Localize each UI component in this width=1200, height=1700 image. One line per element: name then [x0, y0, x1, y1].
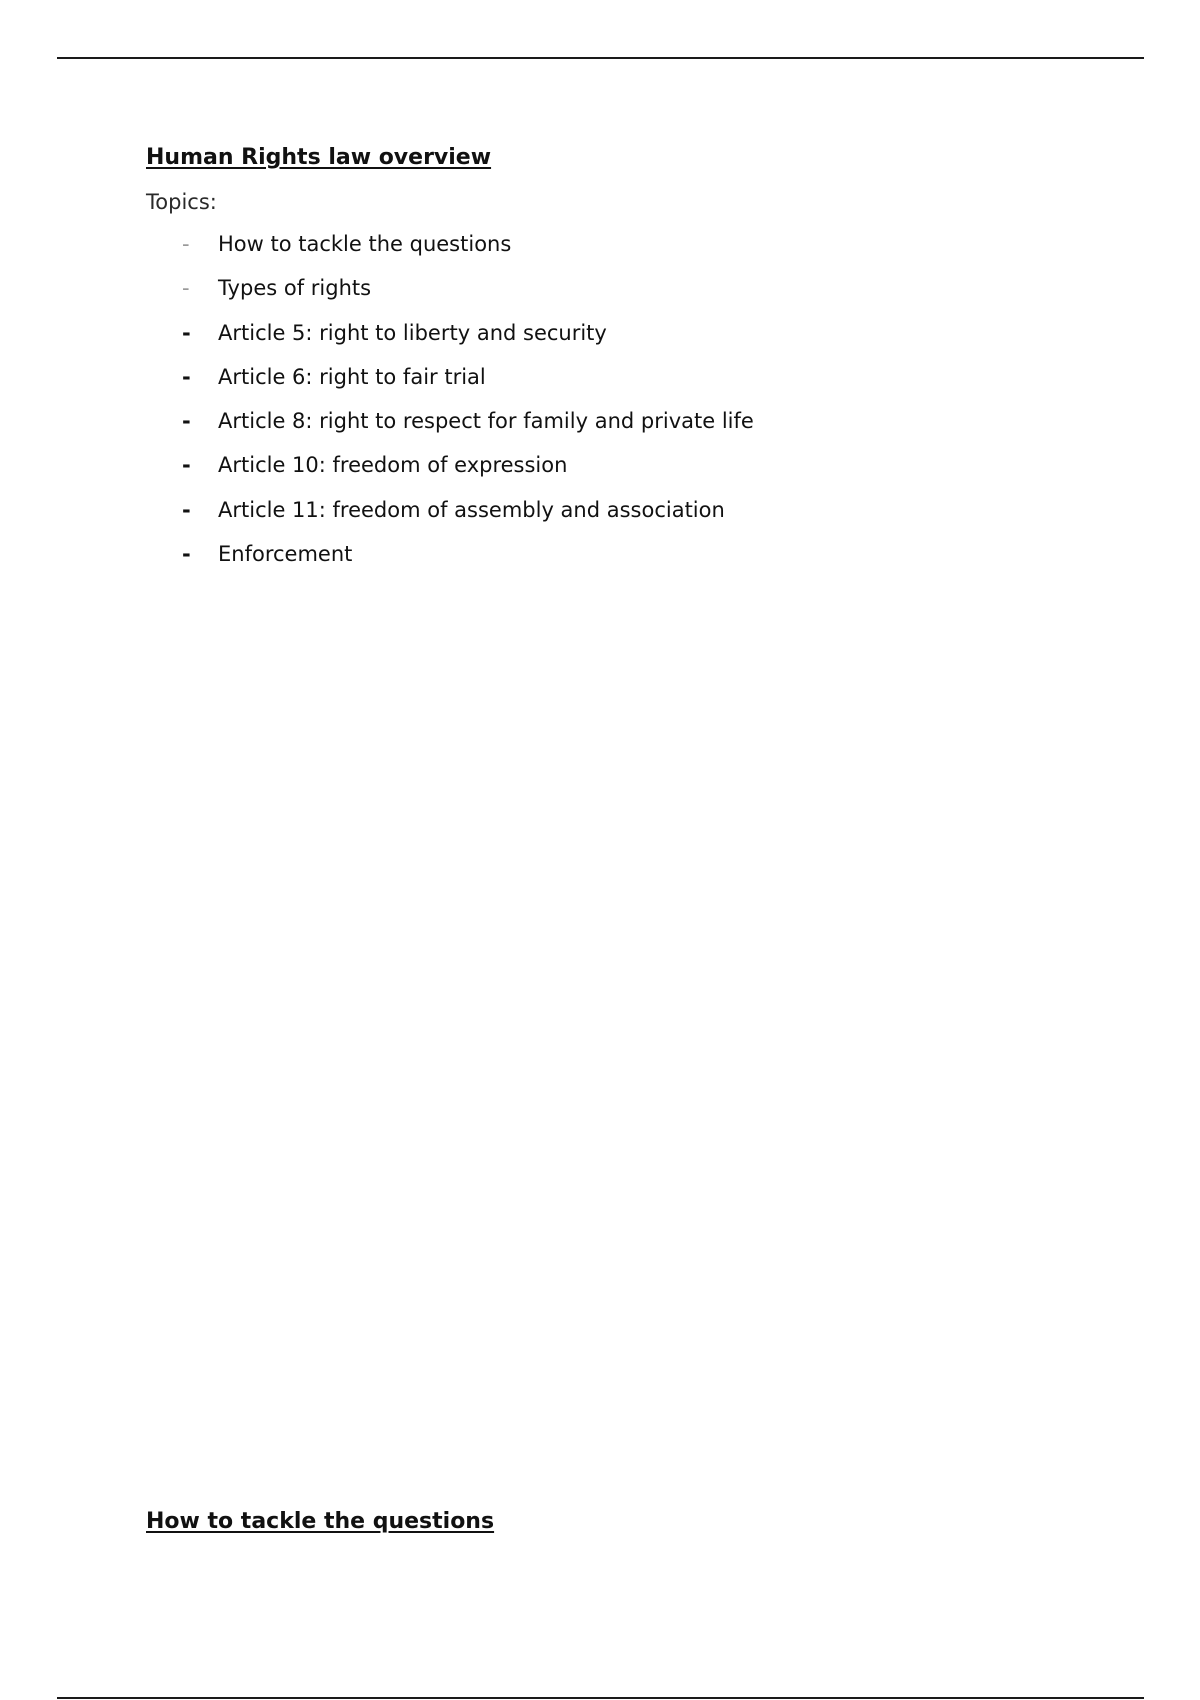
dash-bullet: -: [182, 276, 190, 301]
dash-bullet: -: [182, 320, 191, 345]
list-item: [146, 229, 1096, 273]
list-item: [146, 495, 1096, 539]
topic-text: Article 8: right to respect for family and private life: [218, 409, 754, 434]
topic-text: Enforcement: [218, 542, 353, 567]
dash-bullet: -: [182, 497, 191, 522]
topic-text: Article 11: freedom of assembly and association: [218, 497, 725, 522]
section-heading: How to tackle the questions: [146, 1509, 495, 1534]
footer-rule: [57, 1697, 1144, 1699]
topic-text: Types of rights: [218, 276, 372, 301]
topic-text: Article 5: right to liberty and security: [218, 320, 607, 345]
list-item: [146, 406, 1096, 450]
dash-bullet: -: [182, 232, 190, 256]
topic-list: [146, 229, 1096, 583]
list-item: [146, 362, 1096, 406]
list-item: [146, 273, 1096, 317]
list-item: [146, 450, 1096, 494]
topic-text: Article 6: right to fair trial: [218, 364, 486, 389]
dash-bullet: -: [182, 409, 191, 434]
dash-bullet: -: [182, 364, 191, 389]
document-body: [146, 143, 1096, 583]
dash-bullet: -: [182, 542, 191, 567]
dash-bullet: -: [182, 453, 191, 478]
document-title: Human Rights law overview: [146, 145, 492, 170]
topic-text: Article 10: freedom of expression: [218, 453, 568, 478]
header-rule: [57, 57, 1144, 59]
list-item: [146, 539, 1096, 583]
topics-label: Topics:: [146, 190, 217, 214]
list-item: [146, 318, 1096, 362]
topic-text: How to tackle the questions: [218, 232, 512, 256]
